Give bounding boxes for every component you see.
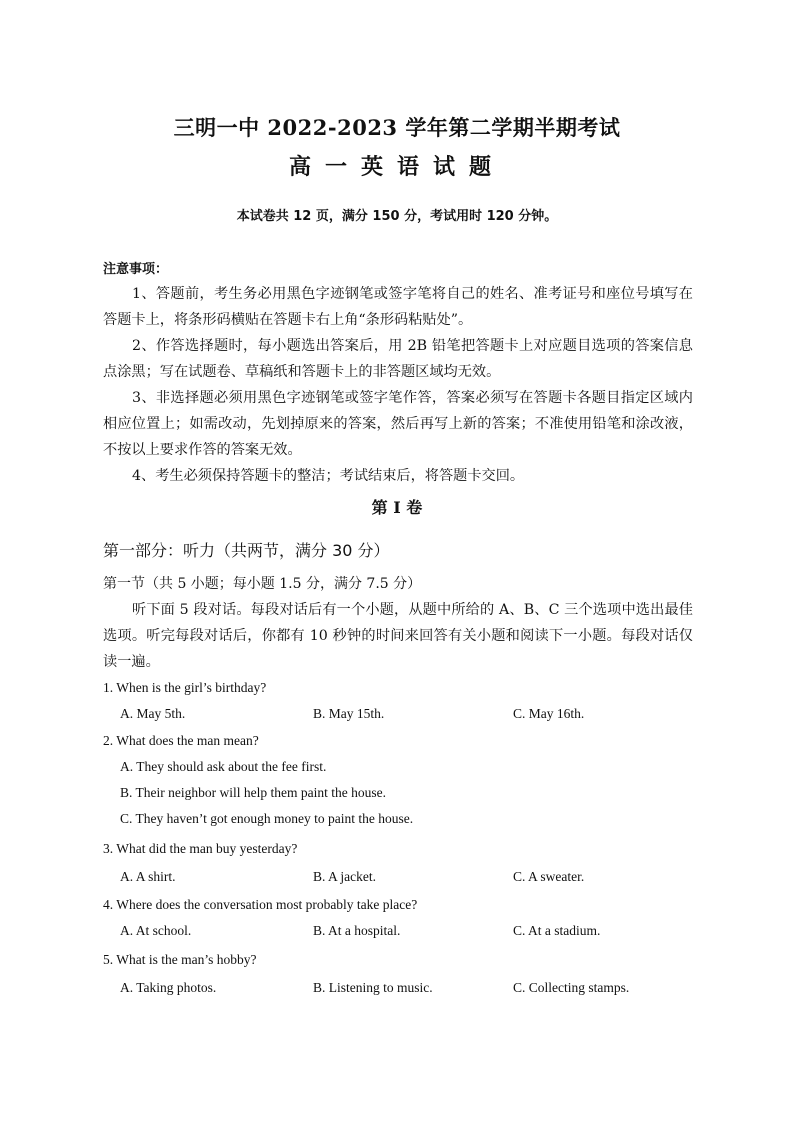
option-a: A. At school.	[120, 923, 192, 938]
option-b: B. Their neighbor will help them paint the house.	[120, 785, 386, 800]
option-c: C. May 16th.	[513, 706, 585, 721]
volume-heading: 第 I 卷	[371, 498, 423, 517]
part-heading: 第一部分：听力（共两节，满分 30 分）	[103, 541, 390, 560]
question-stem: 3. What did the man buy yesterday?	[103, 841, 298, 856]
option-a: A. They should ask about the fee first.	[120, 759, 327, 774]
option-c: C. At a stadium.	[513, 923, 601, 938]
option-c: C. They haven’t got enough money to paint the house.	[120, 811, 414, 826]
section-heading: 第一节（共 5 小题；每小题 1.5 分，满分 7.5 分）	[103, 576, 422, 592]
question-stem: 1. When is the girl’s birthday?	[103, 680, 267, 695]
option-b: B. At a hospital.	[313, 923, 401, 938]
notice-item: 4、考生必须保持答题卡的整洁；考试结束后，将答题卡交回。	[132, 468, 525, 484]
notice-item: 1、答题前，考生务必用黑色字迹钢笔或签字笔将自己的姓名、准考证号和座位号填写在答题卡上，将条形码横贴在答题卡右上角“条形码粘贴处”。	[103, 286, 693, 328]
exam-subtitle: 高一英语试题	[288, 154, 505, 180]
listening-instructions: 听下面 5 段对话。每段对话后有一个小题，从题中所给的 A、B、C 三个选项中选出最佳选项。听完每段对话后，你都有 10 秒钟的时间来回答有关小题和阅读下一小题。每段对话仅读一遍。	[103, 602, 693, 670]
exam-info: 本试卷共 12 页，满分 150 分，考试用时 120 分钟。	[236, 209, 558, 224]
option-c: C. A sweater.	[513, 869, 585, 884]
option-a: A. May 5th.	[120, 706, 186, 721]
option-a: A. Taking photos.	[120, 980, 217, 995]
option-b: B. A jacket.	[313, 869, 376, 884]
question-stem: 2. What does the man mean?	[103, 733, 259, 748]
option-b: B. May 15th.	[313, 706, 385, 721]
notice-item: 3、非选择题必须用黑色字迹钢笔或签字笔作答，答案必须写在答题卡各题目指定区域内相应位置上；如需改动，先划掉原来的答案，然后再写上新的答案；不准使用铅笔和涂改液，不按以上要求作答的答案无效。	[103, 390, 693, 458]
question-stem: 4. Where does the conversation most probably take place?	[103, 897, 418, 912]
exam-title: 三明一中 2022-2023 学年第二学期半期考试	[173, 115, 621, 140]
option-b: B. Listening to music.	[313, 980, 433, 995]
notice-item: 2、作答选择题时，每小题选出答案后，用 2B 铅笔把答题卡上对应题目选项的答案信息点涂黑；写在试题卷、草稿纸和答题卡上的非答题区域均无效。	[103, 338, 693, 380]
option-a: A. A shirt.	[120, 869, 176, 884]
notice-heading: 注意事项：	[103, 262, 169, 277]
question-stem: 5. What is the man’s hobby?	[103, 952, 257, 967]
option-c: C. Collecting stamps.	[513, 980, 630, 995]
